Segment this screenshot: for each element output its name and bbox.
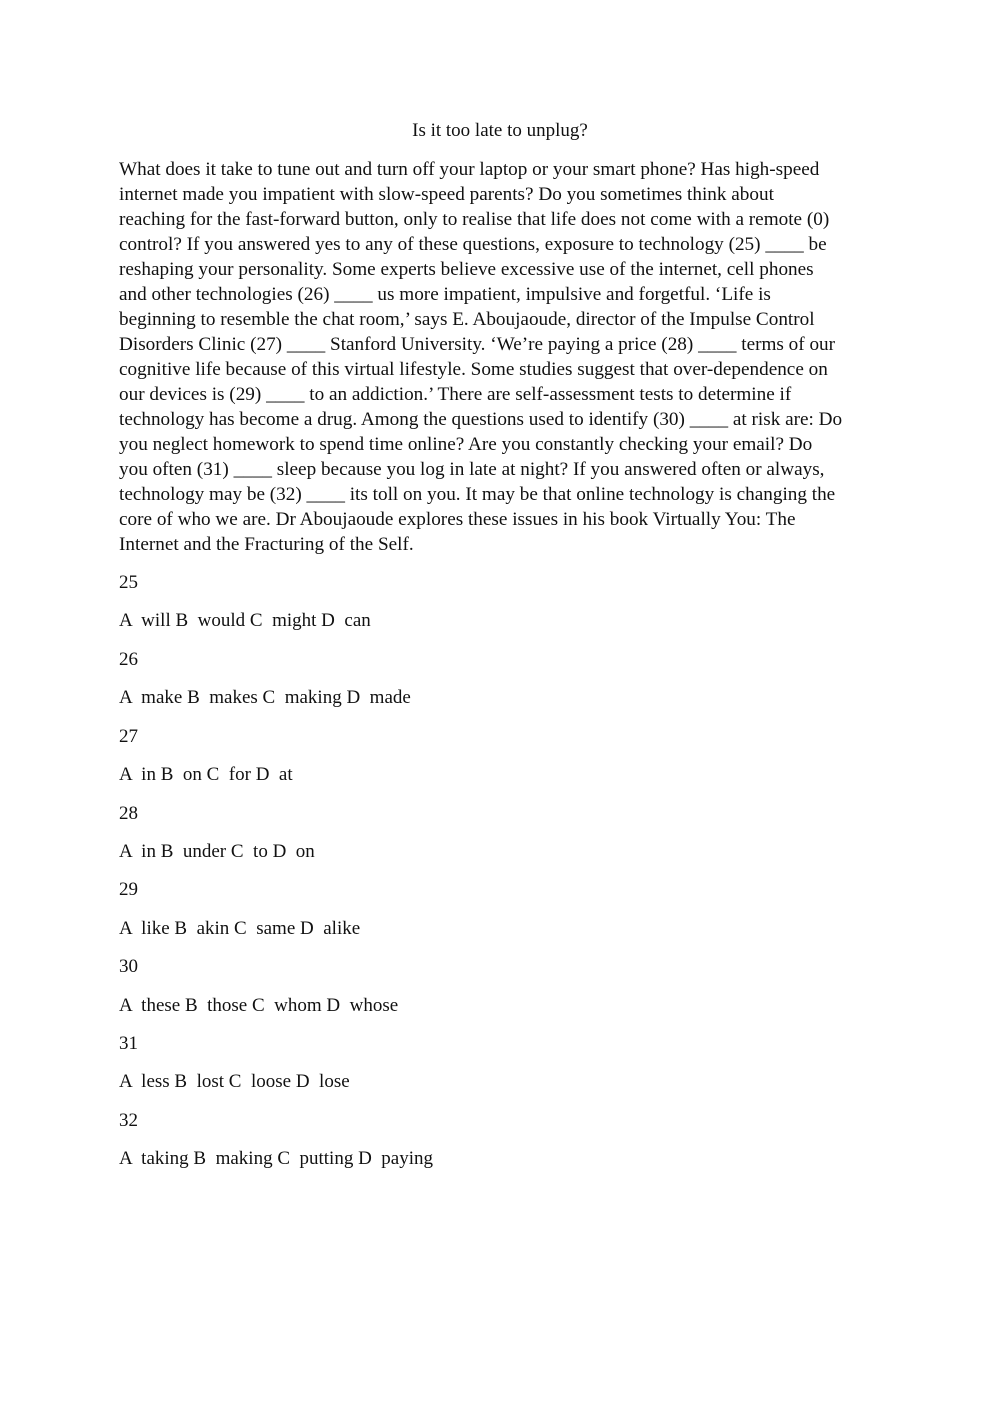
passage-line: you neglect homework to spend time online? Are you constantly checking your email? Do xyxy=(119,434,813,455)
passage-line: technology has become a drug. Among the questions used to identify (30) ____ at risk are: Do xyxy=(119,409,843,430)
passage-line: reaching for the fast-forward button, only to realise that life does not come with a remote (0) xyxy=(119,209,830,230)
passage-line: Disorders Clinic (27) ____ Stanford University. ‘We’re paying a price (28) ____ terms of our xyxy=(119,334,836,355)
passage-line: and other technologies (26) ____ us more impatient, impulsive and forgetful. ‘Life is xyxy=(119,284,771,305)
passage xyxy=(119,157,889,557)
question-options-30: A these B those C whom D whose xyxy=(119,995,399,1016)
question-options-29: A like B akin C same D alike xyxy=(119,918,361,939)
passage-line: cognitive life because of this virtual lifestyle. Some studies suggest that over-dependence on xyxy=(119,359,828,380)
passage-line: you often (31) ____ sleep because you log in late at night? If you answered often or always, xyxy=(119,459,825,480)
question-number-31: 31 xyxy=(119,1033,138,1054)
question-number-28: 28 xyxy=(119,803,138,824)
question-number-25: 25 xyxy=(119,572,138,593)
question-number-27: 27 xyxy=(119,726,138,747)
passage-line: beginning to resemble the chat room,’ says E. Aboujaoude, director of the Impulse Control xyxy=(119,309,815,330)
question-number-32: 32 xyxy=(119,1110,138,1131)
passage-line: internet made you impatient with slow-speed parents? Do you sometimes think about xyxy=(119,184,774,205)
question-options-26: A make B makes C making D made xyxy=(119,687,411,708)
passage-line: reshaping your personality. Some experts believe excessive use of the internet, cell phones xyxy=(119,259,814,280)
passage-line: control? If you answered yes to any of these questions, exposure to technology (25) ____ be xyxy=(119,234,827,255)
passage-line: Internet and the Fracturing of the Self. xyxy=(119,534,414,555)
question-number-26: 26 xyxy=(119,649,138,670)
question-options-31: A less B lost C loose D lose xyxy=(119,1071,350,1092)
question-options-27: A in B on C for D at xyxy=(119,764,293,785)
passage-line: technology may be (32) ____ its toll on you. It may be that online technology is changing the xyxy=(119,484,836,505)
passage-line: core of who we are. Dr Aboujaoude explores these issues in his book Virtually You: The xyxy=(119,509,796,530)
document-title: Is it too late to unplug? xyxy=(412,120,588,141)
question-options-25: A will B would C might D can xyxy=(119,610,371,631)
question-options-32: A taking B making C putting D paying xyxy=(119,1148,434,1169)
passage-line: our devices is (29) ____ to an addiction.’ There are self-assessment tests to determine if xyxy=(119,384,792,405)
question-number-29: 29 xyxy=(119,879,138,900)
passage-line: What does it take to tune out and turn off your laptop or your smart phone? Has high-speed xyxy=(119,159,820,180)
question-options-28: A in B under C to D on xyxy=(119,841,315,862)
question-number-30: 30 xyxy=(119,956,138,977)
